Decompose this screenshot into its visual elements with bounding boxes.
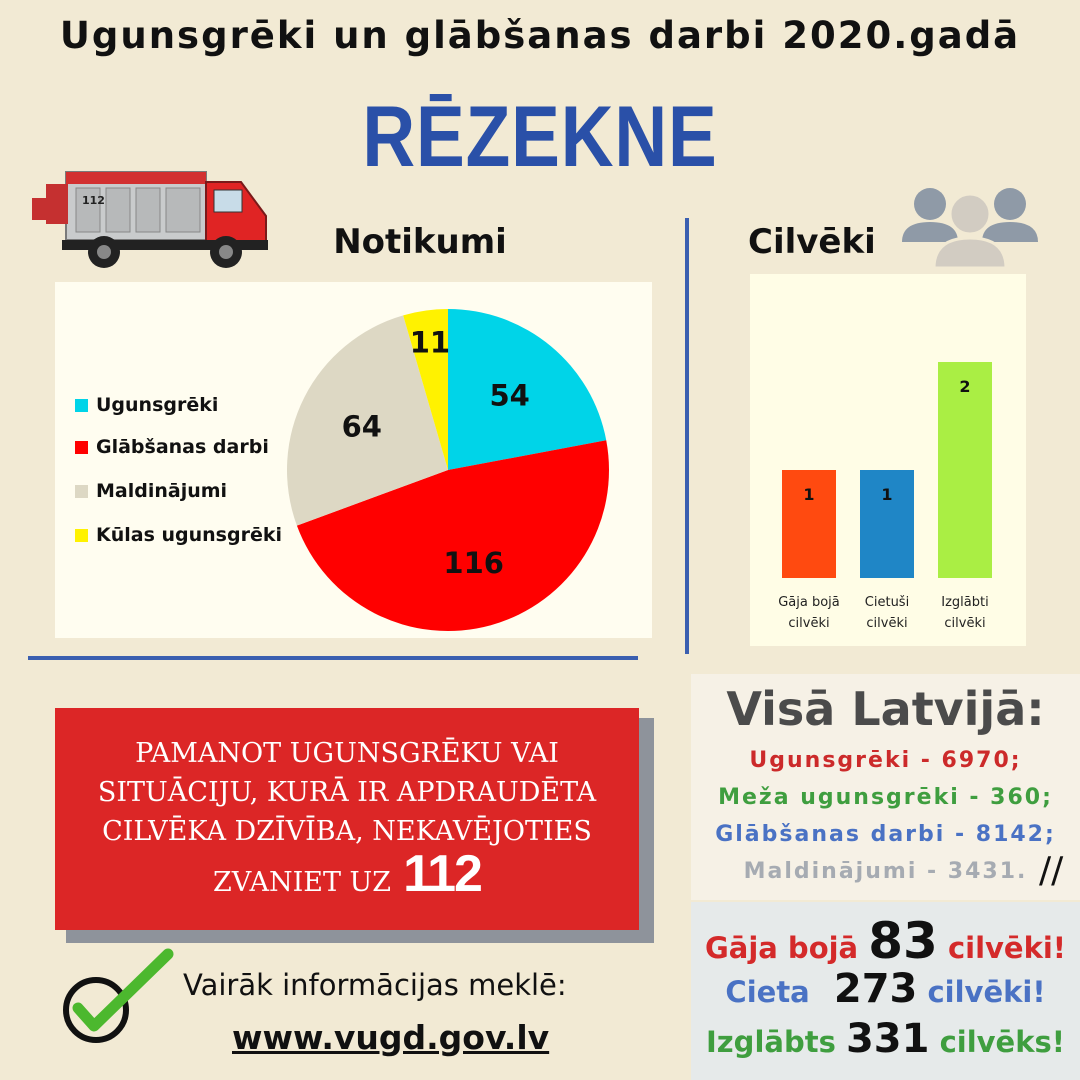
events-pie-chart: [55, 282, 652, 638]
more-info-text: Vairāk informācijas meklē:: [183, 968, 567, 1002]
city-title: RĒZEKNE: [362, 89, 718, 185]
casualty-pre: Izglābts: [706, 1025, 836, 1059]
vertical-divider: [685, 218, 689, 654]
bar-category-label: Izglābti: [941, 595, 989, 610]
pie-data-label: 11: [409, 325, 451, 360]
alert-line: CILVĒKA DZĪVĪBA, NEKAVĒJOTIES: [102, 816, 592, 847]
legend-label: Maldinājumi: [96, 480, 228, 502]
latvia-stat-line: Glābšanas darbi - 8142;: [715, 822, 1056, 847]
legend-label: Kūlas ugunsgrēki: [96, 524, 283, 546]
events-chart-panel: [55, 282, 652, 638]
pie-data-label: 116: [443, 546, 504, 581]
people-bar-chart: [750, 274, 1026, 646]
latvia-stats-title: Visā Latvijā:: [726, 682, 1045, 736]
latvia-stat-line: Meža ugunsgrēki - 360;: [718, 785, 1053, 810]
events-chart-title: Notikumi: [333, 222, 507, 262]
people-chart-panel: [750, 274, 1026, 646]
alert-line: PAMANOT UGUNSGRĒKU VAI: [135, 738, 559, 769]
casualties-box: [691, 902, 1080, 1080]
fire-truck-icon: [26, 164, 276, 274]
truck-label: 112: [82, 194, 105, 207]
bar-data-label: 2: [959, 377, 971, 396]
pie-data-label: 54: [489, 378, 530, 413]
bar-category-label: cilvēki: [788, 616, 830, 631]
emergency-number: 112: [403, 845, 481, 903]
casualty-number: 331: [845, 1016, 930, 1062]
bar-data-label: 1: [803, 485, 815, 504]
people-chart-title: Cilvēki: [748, 222, 876, 262]
website-link[interactable]: www.vugd.gov.lv: [232, 1018, 550, 1057]
casualty-post: cilvēki!: [947, 931, 1067, 965]
casualty-line: [691, 966, 1080, 1012]
latvia-stats-box: [691, 674, 1080, 900]
bar-category-label: cilvēki: [944, 616, 986, 631]
casualty-number: 83: [868, 912, 938, 970]
latvia-stat-line: Ugunsgrēki - 6970;: [749, 748, 1022, 773]
casualty-post: cilvēks!: [939, 1025, 1065, 1059]
casualty-post: cilvēki!: [927, 975, 1046, 1009]
alert-call-text: ZVANIET UZ: [213, 867, 392, 898]
bar-category-label: cilvēki: [866, 616, 908, 631]
pie-data-label: 64: [341, 409, 382, 444]
casualty-pre: Cieta: [725, 975, 810, 1009]
bar-category-label: Gāja bojā: [778, 595, 840, 610]
people-icon: [900, 182, 1040, 272]
legend-label: Glābšanas darbi: [96, 436, 269, 458]
bar-data-label: 1: [881, 485, 893, 504]
casualty-line: [691, 1016, 1080, 1062]
casualty-pre: Gāja bojā: [704, 931, 859, 965]
casualty-number: 273: [833, 966, 918, 1012]
slash-mark: //: [1039, 850, 1064, 891]
legend-label: Ugunsgrēki: [96, 394, 219, 416]
checkmark-icon: [60, 948, 180, 1048]
bar-category-label: Cietuši: [864, 595, 910, 610]
emergency-alert: [55, 708, 639, 930]
latvia-stat-line: Maldinājumi - 3431.: [743, 859, 1028, 884]
page-title: Ugunsgrēki un glābšanas darbi 2020.gadā: [59, 14, 1021, 57]
horizontal-divider: [28, 656, 638, 660]
casualty-line: [691, 912, 1080, 970]
alert-line: SITUĀCIJU, KURĀ IR APDRAUDĒTA: [97, 777, 597, 808]
